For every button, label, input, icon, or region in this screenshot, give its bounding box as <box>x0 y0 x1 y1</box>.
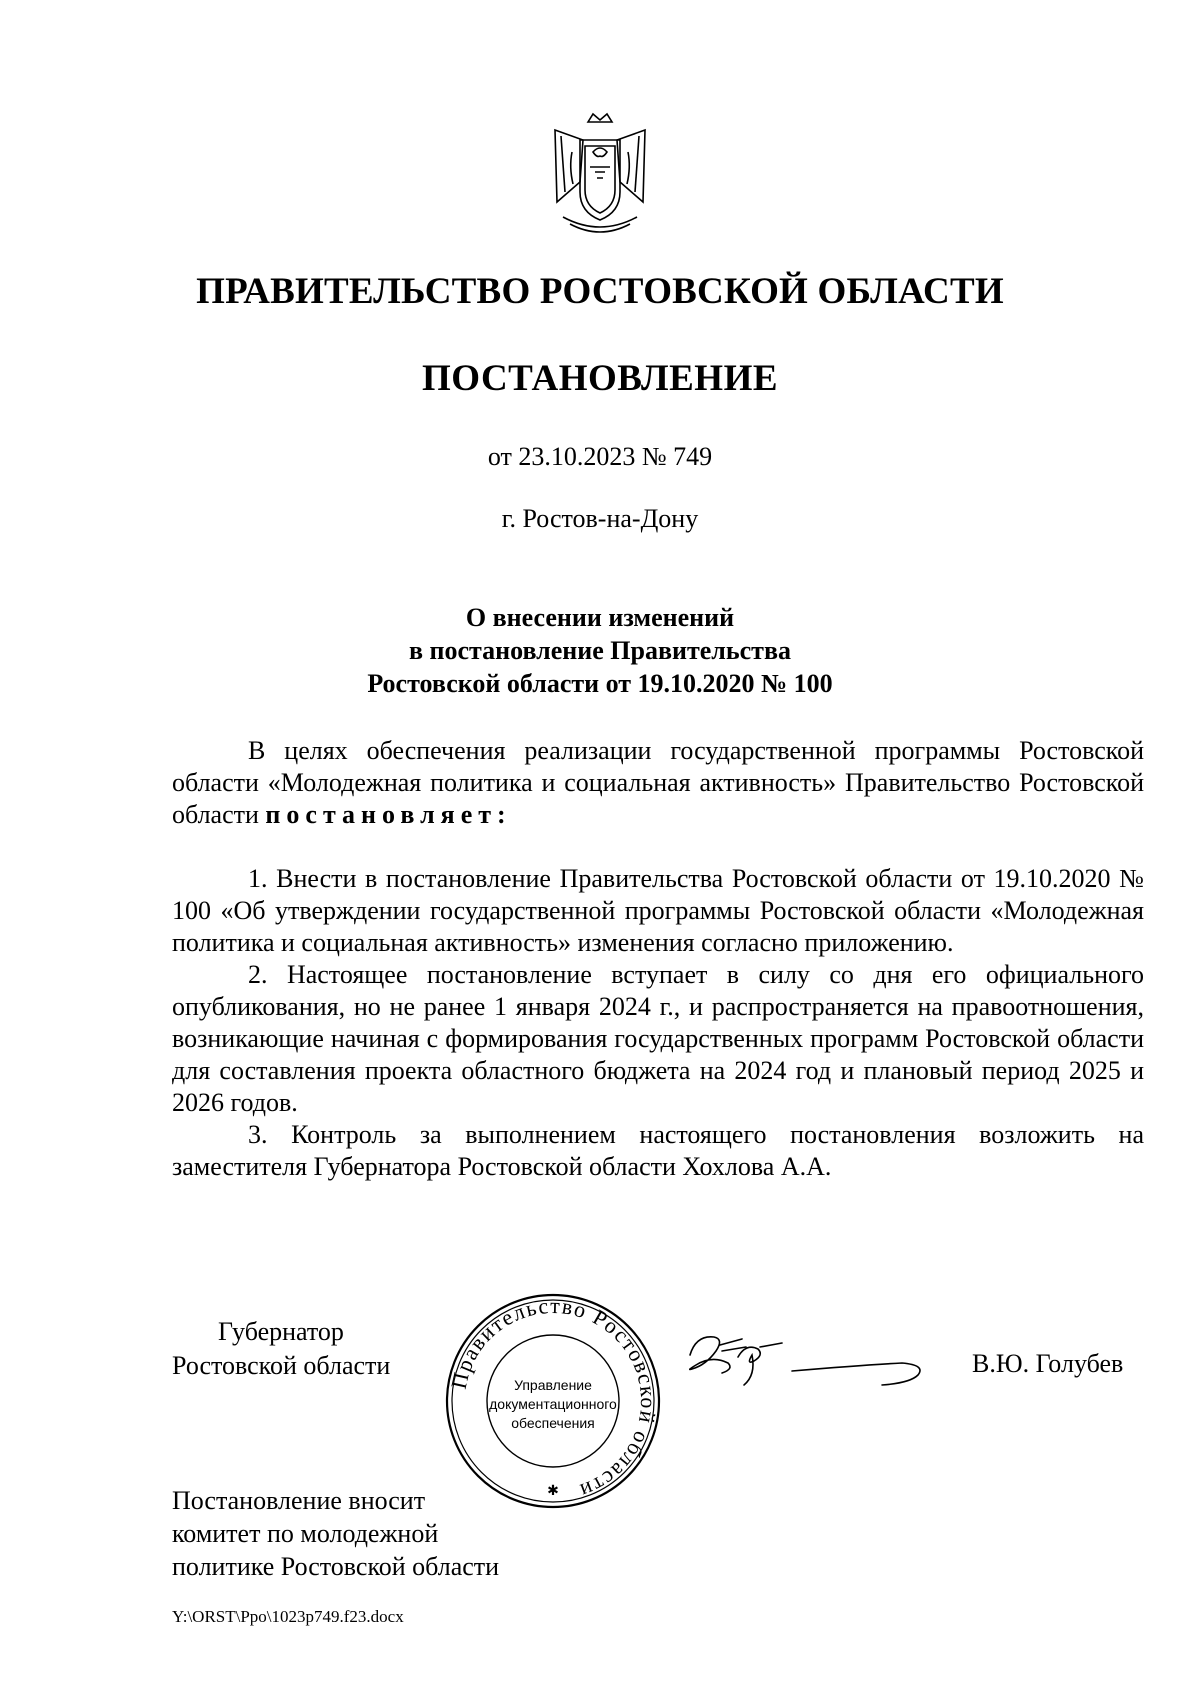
decree-item: 2. Настоящее постановление вступает в силу со дня его официального опубликования, но не ранее 1 января 2024 г., и распространяется на правоотношения, возникающие начиная с формирования государственных программ Ростовской области для составления проекта областного бюджета на 2024 год и плановый период 2025 и 2026 годов. <box>172 960 1144 1117</box>
official-stamp <box>442 1290 664 1512</box>
submitter-line: комитет по молодежной <box>172 1519 439 1548</box>
coat-of-arms-icon <box>525 112 675 242</box>
subject-line: О внесении изменений <box>465 603 735 632</box>
intro-paragraph <box>172 735 1144 831</box>
submitter-note <box>172 1484 499 1583</box>
decree-item: 3. Контроль за выполнением настоящего постановления возложить на заместителя Губернатора Ростовской области Хохлова А.А. <box>172 1120 1144 1181</box>
stamp-center-line: обеспечения <box>511 1415 595 1431</box>
submitter-line: политике Ростовской области <box>172 1552 500 1581</box>
decree-items <box>172 863 1144 1183</box>
decree-item: 1. Внести в постановление Правительства Ростовской области от 19.10.2020 № 100 «Об утверждении государственной программы Ростовской области «Молодежная политика и социальная активность» изменения согласно приложению. <box>172 864 1144 957</box>
stamp-center-line: документационного <box>489 1396 617 1412</box>
signatory-name: В.Ю. Голубев <box>972 1349 1124 1378</box>
signatory-title-line: Губернатор <box>218 1317 344 1346</box>
document-city: г. Ростов-на-Дону <box>501 504 699 533</box>
stamp-center-line: Управление <box>514 1377 592 1393</box>
intro-text: В целях обеспечения реализации государственной программы Ростовской области «Молодежная политика и социальная активность» Правительство Ростовской области <box>172 736 1144 829</box>
document-type: ПОСТАНОВЛЕНИЕ <box>421 358 779 399</box>
stamp-ring-text: Правительство Ростовской области <box>445 1292 662 1505</box>
signatory-title <box>172 1315 390 1383</box>
decree-keyword: постановляет: <box>265 800 512 829</box>
subject-line: Ростовской области от 19.10.2020 № 100 <box>367 669 833 698</box>
signatory-title-line: Ростовской области <box>172 1351 391 1380</box>
document-subject <box>0 601 1200 700</box>
organization-title: ПРАВИТЕЛЬСТВО РОСТОВСКОЙ ОБЛАСТИ <box>196 271 1004 312</box>
file-path: Y:\ORST\Ppo\1023p749.f23.docx <box>172 1607 404 1626</box>
handwritten-signature <box>682 1325 932 1395</box>
document-date-number: от 23.10.2023 № 749 <box>487 442 713 471</box>
stamp-star-icon: ✱ <box>547 1484 559 1499</box>
submitter-line: Постановление вносит <box>172 1486 426 1515</box>
subject-line: в постановление Правительства <box>408 636 791 665</box>
